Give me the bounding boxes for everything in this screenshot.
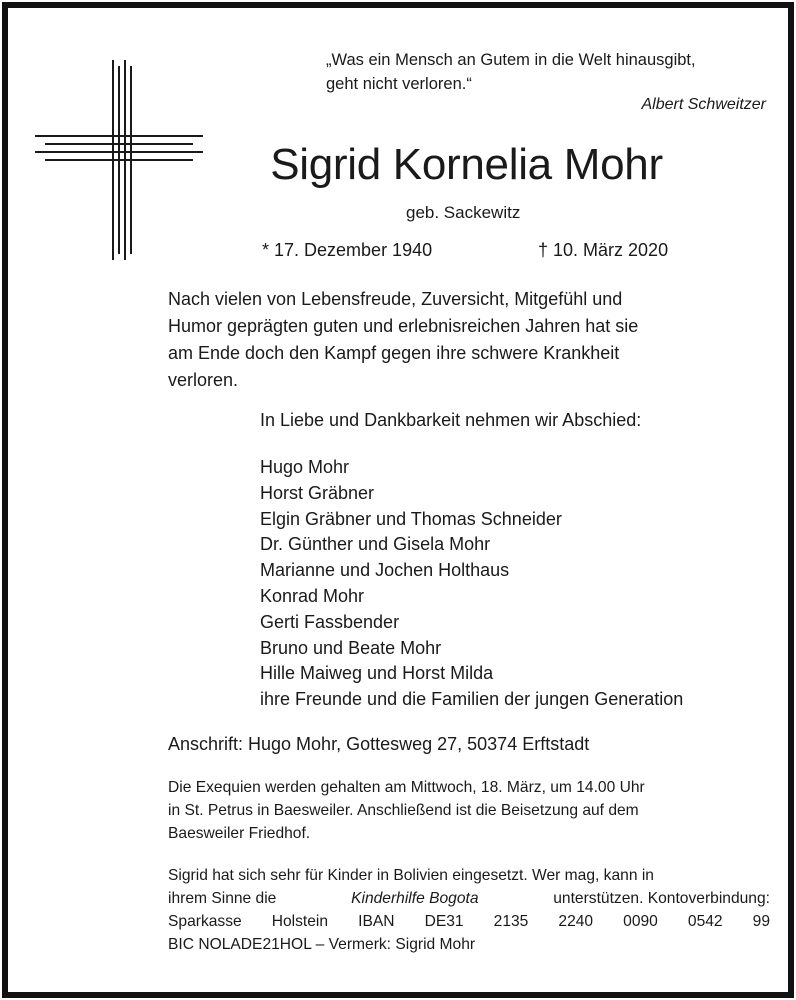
mourner: Marianne und Jochen Holthaus: [260, 560, 510, 581]
announcement-line: Humor geprägten guten und erlebnisreichen Jahren hat sie: [168, 316, 639, 336]
deceased-name: Sigrid Kornelia Mohr: [270, 140, 663, 189]
quote-line-1: „Was ein Mensch an Gutem in die Welt hinausgibt,: [326, 51, 696, 69]
death-date: † 10. März 2020: [538, 240, 669, 260]
mourner: Horst Gräbner: [260, 482, 375, 503]
bank-account-line: [168, 910, 770, 933]
obituary-notice: [2, 2, 794, 998]
donation-details: [168, 864, 770, 956]
funeral-details: [168, 776, 770, 845]
farewell-line: In Liebe und Dankbarkeit nehmen wir Abschied:: [260, 410, 642, 430]
quote-line-2: geht nicht verloren.“: [326, 75, 472, 93]
quote: [326, 48, 696, 96]
bank-word: Sparkasse: [168, 913, 242, 930]
announcement-line: am Ende doch den Kampf gegen ihre schwere Krankheit: [168, 343, 620, 363]
donation-line: [168, 887, 770, 910]
contact-address: Anschrift: Hugo Mohr, Gottesweg 27, 50374 Erftstadt: [168, 734, 590, 754]
bank-word: IBAN: [358, 913, 395, 930]
bank-word: 2135: [493, 913, 529, 930]
mourner: Hugo Mohr: [260, 457, 350, 477]
bank-word: DE31: [424, 913, 464, 930]
funeral-line: Die Exequien werden gehalten am Mittwoch, 18. März, um 14.00 Uhr: [168, 779, 645, 796]
mourner: Bruno und Beate Mohr: [260, 637, 442, 658]
announcement-text: [168, 286, 638, 394]
bank-word: Holstein: [271, 913, 329, 930]
quote-author: Albert Schweitzer: [641, 96, 766, 113]
funeral-line: in St. Petrus in Baesweiler. Anschließend ist die Beisetzung auf dem: [168, 802, 639, 819]
birth-date: * 17. Dezember 1940: [262, 240, 433, 260]
bank-word: 0542: [687, 913, 723, 930]
mourner: Gerti Fassbender: [260, 611, 400, 632]
announcement-line: Nach vielen von Lebensfreude, Zuversicht, Mitgefühl und: [168, 289, 623, 309]
bank-word: 2240: [558, 913, 594, 930]
donation-line: Sigrid hat sich sehr für Kinder in Bolivien eingesetzt. Wer mag, kann in: [168, 867, 654, 884]
bank-word: 0090: [623, 913, 658, 930]
donation-text: ihrem Sinne die: [168, 890, 277, 907]
mourner: ihre Freunde und die Familien der jungen Generation: [260, 689, 684, 710]
mourner: Hille Maiweg und Horst Milda: [260, 663, 494, 684]
mourner: Konrad Mohr: [260, 585, 365, 606]
mourners-list: [260, 455, 683, 713]
birth-name: geb. Sackewitz: [406, 203, 521, 222]
mourner: Elgin Gräbner und Thomas Schneider: [260, 508, 562, 529]
charity-name: Kinderhilfe Bogota: [351, 890, 479, 907]
funeral-line: Baesweiler Friedhof.: [168, 825, 311, 842]
bank-word: 99: [752, 913, 770, 930]
bic-line: BIC NOLADE21HOL – Vermerk: Sigrid Mohr: [168, 936, 476, 953]
announcement-line: verloren.: [168, 370, 239, 390]
donation-text: unterstützen. Kontoverbindung:: [553, 890, 770, 907]
mourner: Dr. Günther und Gisela Mohr: [260, 534, 491, 555]
